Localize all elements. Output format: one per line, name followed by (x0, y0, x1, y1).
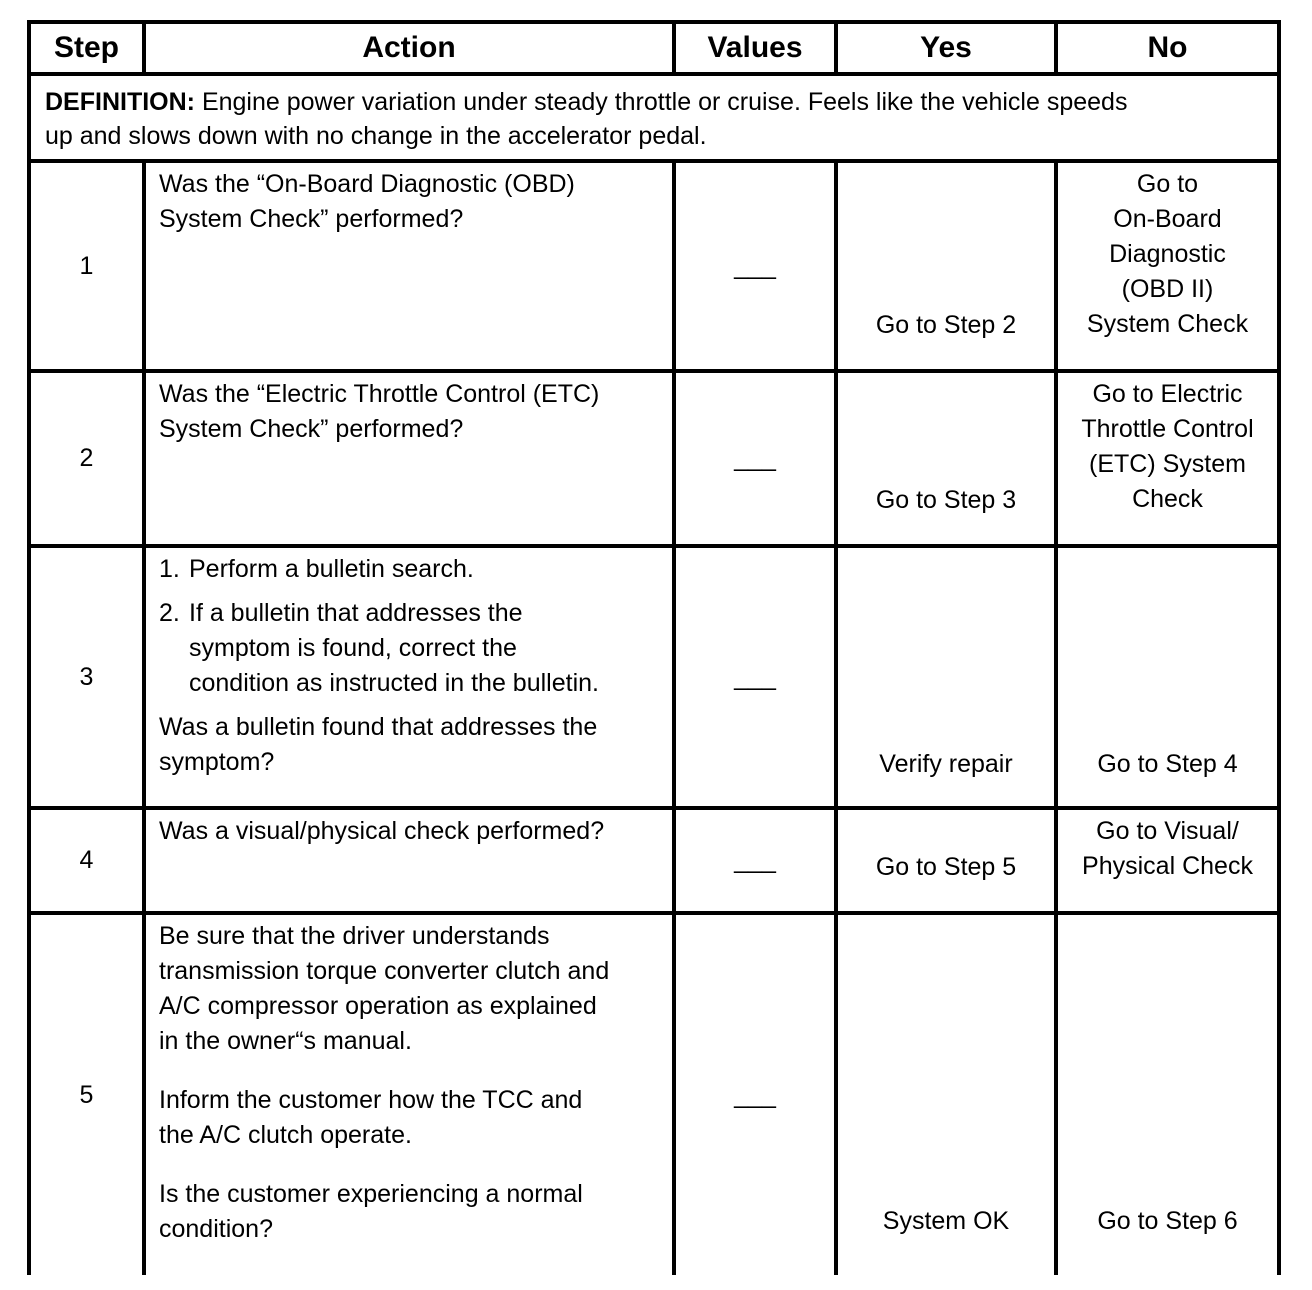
no-cell (1056, 161, 1279, 371)
action-line: Was a visual/physical check performed? (159, 817, 605, 845)
no-line: Physical Check (1082, 852, 1253, 880)
action-line: transmission torque converter clutch and (159, 957, 610, 985)
step-number: 1 (29, 161, 144, 371)
no-text: Go to Step 4 (1097, 750, 1238, 778)
no-line: Check (1132, 485, 1203, 513)
action-cell (144, 913, 674, 1275)
step-number: 2 (29, 371, 144, 546)
yes-text: Verify repair (879, 750, 1013, 778)
header-action: Action (144, 22, 674, 74)
yes-text: System OK (882, 1207, 1010, 1235)
action-line: Is the customer experiencing a normal (159, 1180, 583, 1208)
no-line: (OBD II) (1121, 275, 1214, 303)
action-cell (144, 808, 674, 913)
no-cell (1056, 371, 1279, 546)
action-line: System Check” performed? (159, 415, 464, 443)
no-line: Throttle Control (1081, 415, 1254, 443)
list-text: condition as instructed in the bulletin. (189, 669, 599, 697)
no-line: Go to Visual/ (1096, 817, 1239, 845)
table-row (29, 161, 1279, 371)
no-cell (1056, 913, 1279, 1275)
no-line: (ETC) System (1089, 450, 1246, 478)
action-cell (144, 371, 674, 546)
header-yes: Yes (836, 22, 1056, 74)
list-number: 1. (159, 555, 180, 583)
definition-text-1: Engine power variation under steady throttle or cruise. Feels like the vehicle speeds (195, 88, 1128, 116)
no-line: Diagnostic (1109, 240, 1226, 268)
action-line: condition? (159, 1215, 273, 1243)
header-values: Values (674, 22, 836, 74)
action-line: System Check” performed? (159, 205, 464, 233)
definition-label: DEFINITION: (45, 88, 195, 116)
value-cell: ___ (674, 161, 836, 371)
step-number: 3 (29, 546, 144, 808)
yes-cell (836, 161, 1056, 371)
action-line: Was the “On-Board Diagnostic (OBD) (159, 170, 575, 198)
yes-text: Go to Step 5 (875, 853, 1017, 881)
step-number: 5 (29, 913, 144, 1275)
value-cell: ___ (674, 546, 836, 808)
no-line: On-Board (1113, 205, 1222, 233)
table-row (29, 371, 1279, 546)
yes-text: Go to Step 3 (875, 486, 1017, 514)
list-text: Perform a bulletin search. (189, 555, 474, 583)
no-line: System Check (1086, 310, 1249, 338)
action-cell (144, 161, 674, 371)
action-line: Was the “Electric Throttle Control (ETC) (159, 380, 600, 408)
definition-row (29, 74, 1279, 161)
no-cell (1056, 808, 1279, 913)
action-line: the A/C clutch operate. (159, 1121, 412, 1149)
action-line: symptom? (159, 748, 275, 776)
header-row (29, 22, 1279, 74)
action-line: in the owner“s manual. (159, 1027, 412, 1055)
list-text: symptom is found, correct the (189, 634, 517, 662)
action-line: A/C compressor operation as explained (159, 992, 597, 1020)
diagnostic-table (27, 20, 1277, 1275)
list-number: 2. (159, 599, 180, 627)
no-line: Go to Electric (1092, 380, 1243, 408)
step-number: 4 (29, 808, 144, 913)
list-text: If a bulletin that addresses the (189, 599, 523, 627)
no-text: Go to Step 6 (1097, 1207, 1238, 1235)
table-row (29, 808, 1279, 913)
header-no: No (1056, 22, 1279, 74)
yes-cell (836, 808, 1056, 913)
action-line: Inform the customer how the TCC and (159, 1086, 583, 1114)
yes-text: Go to Step 2 (875, 311, 1017, 339)
yes-cell (836, 371, 1056, 546)
definition-cell (29, 74, 1279, 161)
no-line: Go to (1136, 170, 1199, 198)
value-cell: ___ (674, 913, 836, 1275)
list-item (159, 552, 662, 587)
table-row (29, 913, 1279, 1275)
action-line: Was a bulletin found that addresses the (159, 713, 598, 741)
definition-text-2: up and slows down with no change in the accelerator pedal. (45, 122, 707, 150)
no-cell (1056, 546, 1279, 808)
action-cell (144, 546, 674, 808)
table-row (29, 546, 1279, 808)
header-step: Step (29, 22, 144, 74)
yes-cell (836, 546, 1056, 808)
value-cell: ___ (674, 808, 836, 913)
action-line: Be sure that the driver understands (159, 922, 550, 950)
yes-cell (836, 913, 1056, 1275)
value-cell: ___ (674, 371, 836, 546)
list-item (159, 596, 662, 701)
